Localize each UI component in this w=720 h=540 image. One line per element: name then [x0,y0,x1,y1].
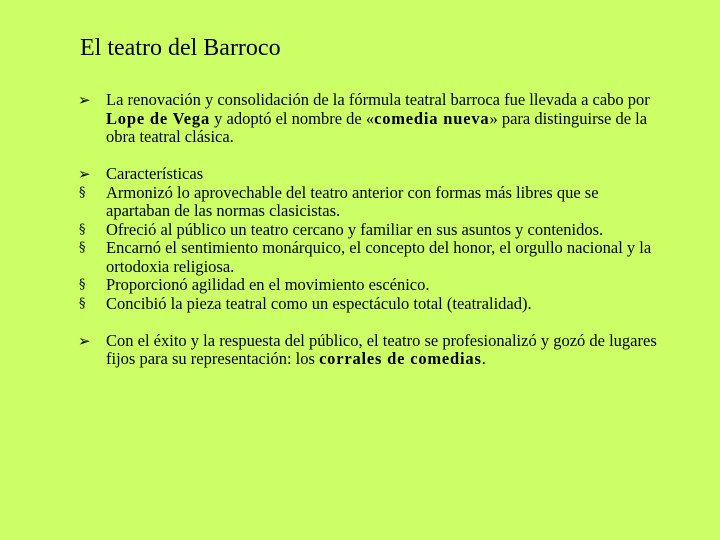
characteristics-heading [78,165,658,184]
characteristics-heading-text: Características [106,164,204,183]
list-item [78,295,658,314]
list-item-text: Ofreció al público un teatro cercano y familiar en sus asuntos y contenidos. [106,219,604,239]
corrales-term: corrales de comedias [319,349,482,368]
slide-content [78,91,658,369]
author-name: Lope de Vega [106,108,211,128]
closing-paragraph [78,332,658,369]
intro-text-after: » para distinguirse de la obra teatral clásica. [106,108,648,146]
square-bullet-icon: § [79,277,86,292]
list-item-text: Proporcionó agilidad en el movimiento escénico. [106,275,430,294]
square-bullet-icon: § [79,221,86,237]
closing-text-after: . [481,349,486,368]
intro-text-before: La renovación y consolidación de la fórmula teatral barroca fue llevada a cabo por [106,90,650,109]
list-item-text: Armonizó lo aprovechable del teatro anterior con formas más libres que se apartaban de las normas clasicistas. [106,182,599,220]
square-bullet-icon: § [79,295,86,311]
list-item [78,276,658,295]
comedia-nueva-term: comedia nueva [374,108,490,128]
intro-paragraph [78,91,658,147]
slide-title: El teatro del Barroco [80,35,281,61]
arrow-bullet-icon: ➢ [78,91,91,109]
arrow-bullet-icon: ➢ [78,165,91,183]
closing-text-before: Con el éxito y la respuesta del público, el teatro se profesionalizó y gozó de lugares fijos para su representación: los [106,330,657,368]
list-item [78,221,658,240]
arrow-bullet-icon: ➢ [78,331,91,350]
intro-text-middle: y adoptó el nombre de « [210,108,375,128]
list-item-text: Encarnó el sentimiento monárquico, el concepto del honor, el orgullo nacional y la ortodoxia religiosa. [106,238,652,276]
list-item [78,184,658,221]
list-item [78,239,658,276]
square-bullet-icon: § [79,184,86,200]
list-item-text: Concibió la pieza teatral como un espectáculo total (teatralidad). [106,293,532,313]
square-bullet-icon: § [79,240,86,255]
